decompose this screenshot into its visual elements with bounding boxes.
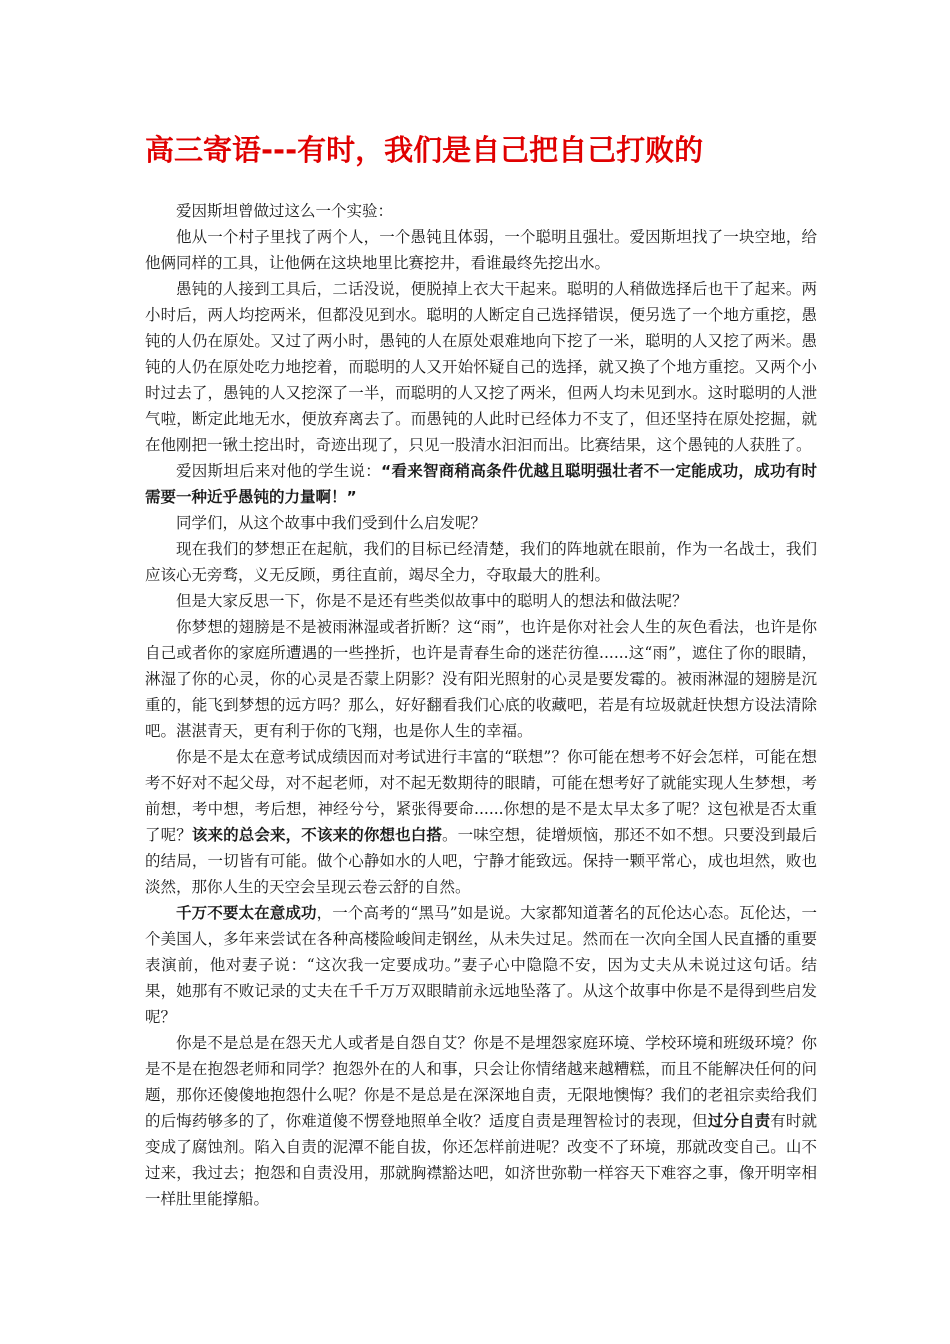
paragraph-text: 。一味空想，徒增烦恼，那还不如不想。只要没到最后的结局，一切皆有可能。做个心静如水的人吧，宁静才能致远。保持一颗平常心，成也坦然，败也淡然，那你人生的天空会呈现云卷云舒的自然。 <box>145 826 817 896</box>
paragraph-text: 他从一个村子里找了两个人，一个愚钝且体弱，一个聪明且强壮。爱因斯坦找了一块空地，给他俩同样的工具，让他俩在这块地里比赛挖井，看谁最终先挖出水。 <box>145 228 817 272</box>
paragraph-text: 爱因斯坦曾做过这么一个实验： <box>176 202 394 220</box>
paragraph-text: 愚钝的人接到工具后，二话没说，便脱掉上衣大干起来。聪明的人稍做选择后也干了起来。两小时后，两人均挖两米，但都没见到水。聪明的人断定自己选择错误，便另选了一个地方重挖，愚钝的人仍在原处。又过了两小时，愚钝的人在原处艰难地向下挖了一米，聪明的人又挖了两米。愚钝的人仍在原处吃力地挖着，而聪明的人又开始怀疑自己的选择，就又换了个地方重挖。又两个小时过去了，愚钝的人又挖深了一半，而聪明的人又挖了两米，但两人均未见到水。这时聪明的人泄气啦，断定此地无水，便放弃离去了。而愚钝的人此时已经体力不支了，但还坚持在原处挖掘，就在他刚把一锹土挖出时，奇迹出现了，只见一股清水汩汩而出。比赛结果，这个愚钝的人获胜了。 <box>145 280 817 454</box>
paragraph-reflect <box>145 588 817 614</box>
page-title: 高三寄语---有时，我们是自己把自己打败的 <box>145 133 704 167</box>
paragraph-text: ，一个高考的“黑马”如是说。大家都知道著名的瓦伦达心态。瓦伦达，一个美国人，多年来尝试在各种高楼险峻间走钢丝，从未失过足。然而在一次向全国人民直播的重要表演前，他对妻子说：“这次我一定要成功。”妻子心中隐隐不安，因为丈夫从未说过这句话。结果，她那有不败记录的丈夫在千千万万双眼睛前永远地坠落了。从这个故事中你是不是得到些启发呢？ <box>145 904 817 1026</box>
paragraph-text: 但是大家反思一下，你是不是还有些类似故事中的聪明人的想法和做法呢？ <box>176 592 688 610</box>
paragraph-story <box>145 276 817 458</box>
quote-emphasis: “看来智商稍高条件优越且聪明强壮者不一定能成功，成功有时需要一种近乎愚钝的力量啊！” <box>145 462 817 506</box>
paragraph-text: 你梦想的翅膀是不是被雨淋湿或者折断？这“雨”，也许是你对社会人生的灰色看法，也许是你自己或者你的家庭所遭遇的一些挫折，也许是青春生命的迷茫彷徨......这“雨”，遮住了你的眼睛，淋湿了你的心灵，你的心灵是否蒙上阴影？没有阳光照射的心灵是要发霉的。被雨淋湿的翅膀是沉重的，能飞到梦想的远方吗？那么，好好翻看我们心底的收藏吧，若是有垃圾就赶快想方设法清除吧。湛湛青天，更有利于你的飞翔，也是你人生的幸福。 <box>145 618 817 740</box>
article-body <box>145 198 817 1212</box>
paragraph-text: 有时就变成了腐蚀剂。陷入自责的泥潭不能自拔，你还怎样前进呢？改变不了环境，那就改变自己。山不过来，我过去；抱怨和自责没用，那就胸襟豁达吧，如济世弥勒一样容天下难容之事，像开明宰相一样肚里能撑船。 <box>145 1112 817 1208</box>
paragraph-exam <box>145 744 817 900</box>
paragraph-einstein-quote <box>145 458 817 510</box>
paragraph-text: 同学们，从这个故事中我们受到什么启发呢？ <box>176 514 487 532</box>
paragraph-text: 你是不是总是在怨天尤人或者是自怨自艾？你是不是埋怨家庭环境、学校环境和班级环境？你是不是在抱怨老师和同学？抱怨外在的人和事，只会让你情绪越来越糟糕，而且不能解决任何的问题，那你还傻傻地抱怨什么呢？你是不是总是在深深地自责，无限地懊悔？我们的老祖宗卖给我们的后悔药够多的了，你难道傻不愣登地照单全收？适度自责是理智检讨的表现，但 <box>145 1034 817 1130</box>
paragraph-question <box>145 510 817 536</box>
paragraph-text: 现在我们的梦想正在起航，我们的目标已经清楚，我们的阵地就在眼前，作为一名战士，我们应该心无旁骛，义无反顾，勇往直前，竭尽全力，夺取最大的胜利。 <box>145 540 817 584</box>
paragraph-wings <box>145 614 817 744</box>
paragraph-complaint <box>145 1030 817 1212</box>
bold-phrase: 千万不要太在意成功 <box>176 904 317 922</box>
paragraph-text: 爱因斯坦后来对他的学生说： <box>176 462 382 480</box>
paragraph-intro <box>145 198 817 224</box>
paragraph-success <box>145 900 817 1030</box>
paragraph-text: 你是不是太在意考试成绩因而对考试进行丰富的“联想”？你可能在想考不好会怎样，可能在想考不好对不起父母，对不起老师，对不起无数期待的眼睛，可能在想考好了就能实现人生梦想，考前想，考中想，考后想，神经兮兮，紧张得要命......你想的是不是太早太多了呢？这包袱是否太重了呢？ <box>145 748 817 844</box>
bold-phrase: 过分自责 <box>707 1112 771 1130</box>
paragraph-experiment <box>145 224 817 276</box>
bold-phrase: 该来的总会来，不该来的你想也白搭 <box>191 826 442 844</box>
paragraph-dream <box>145 536 817 588</box>
